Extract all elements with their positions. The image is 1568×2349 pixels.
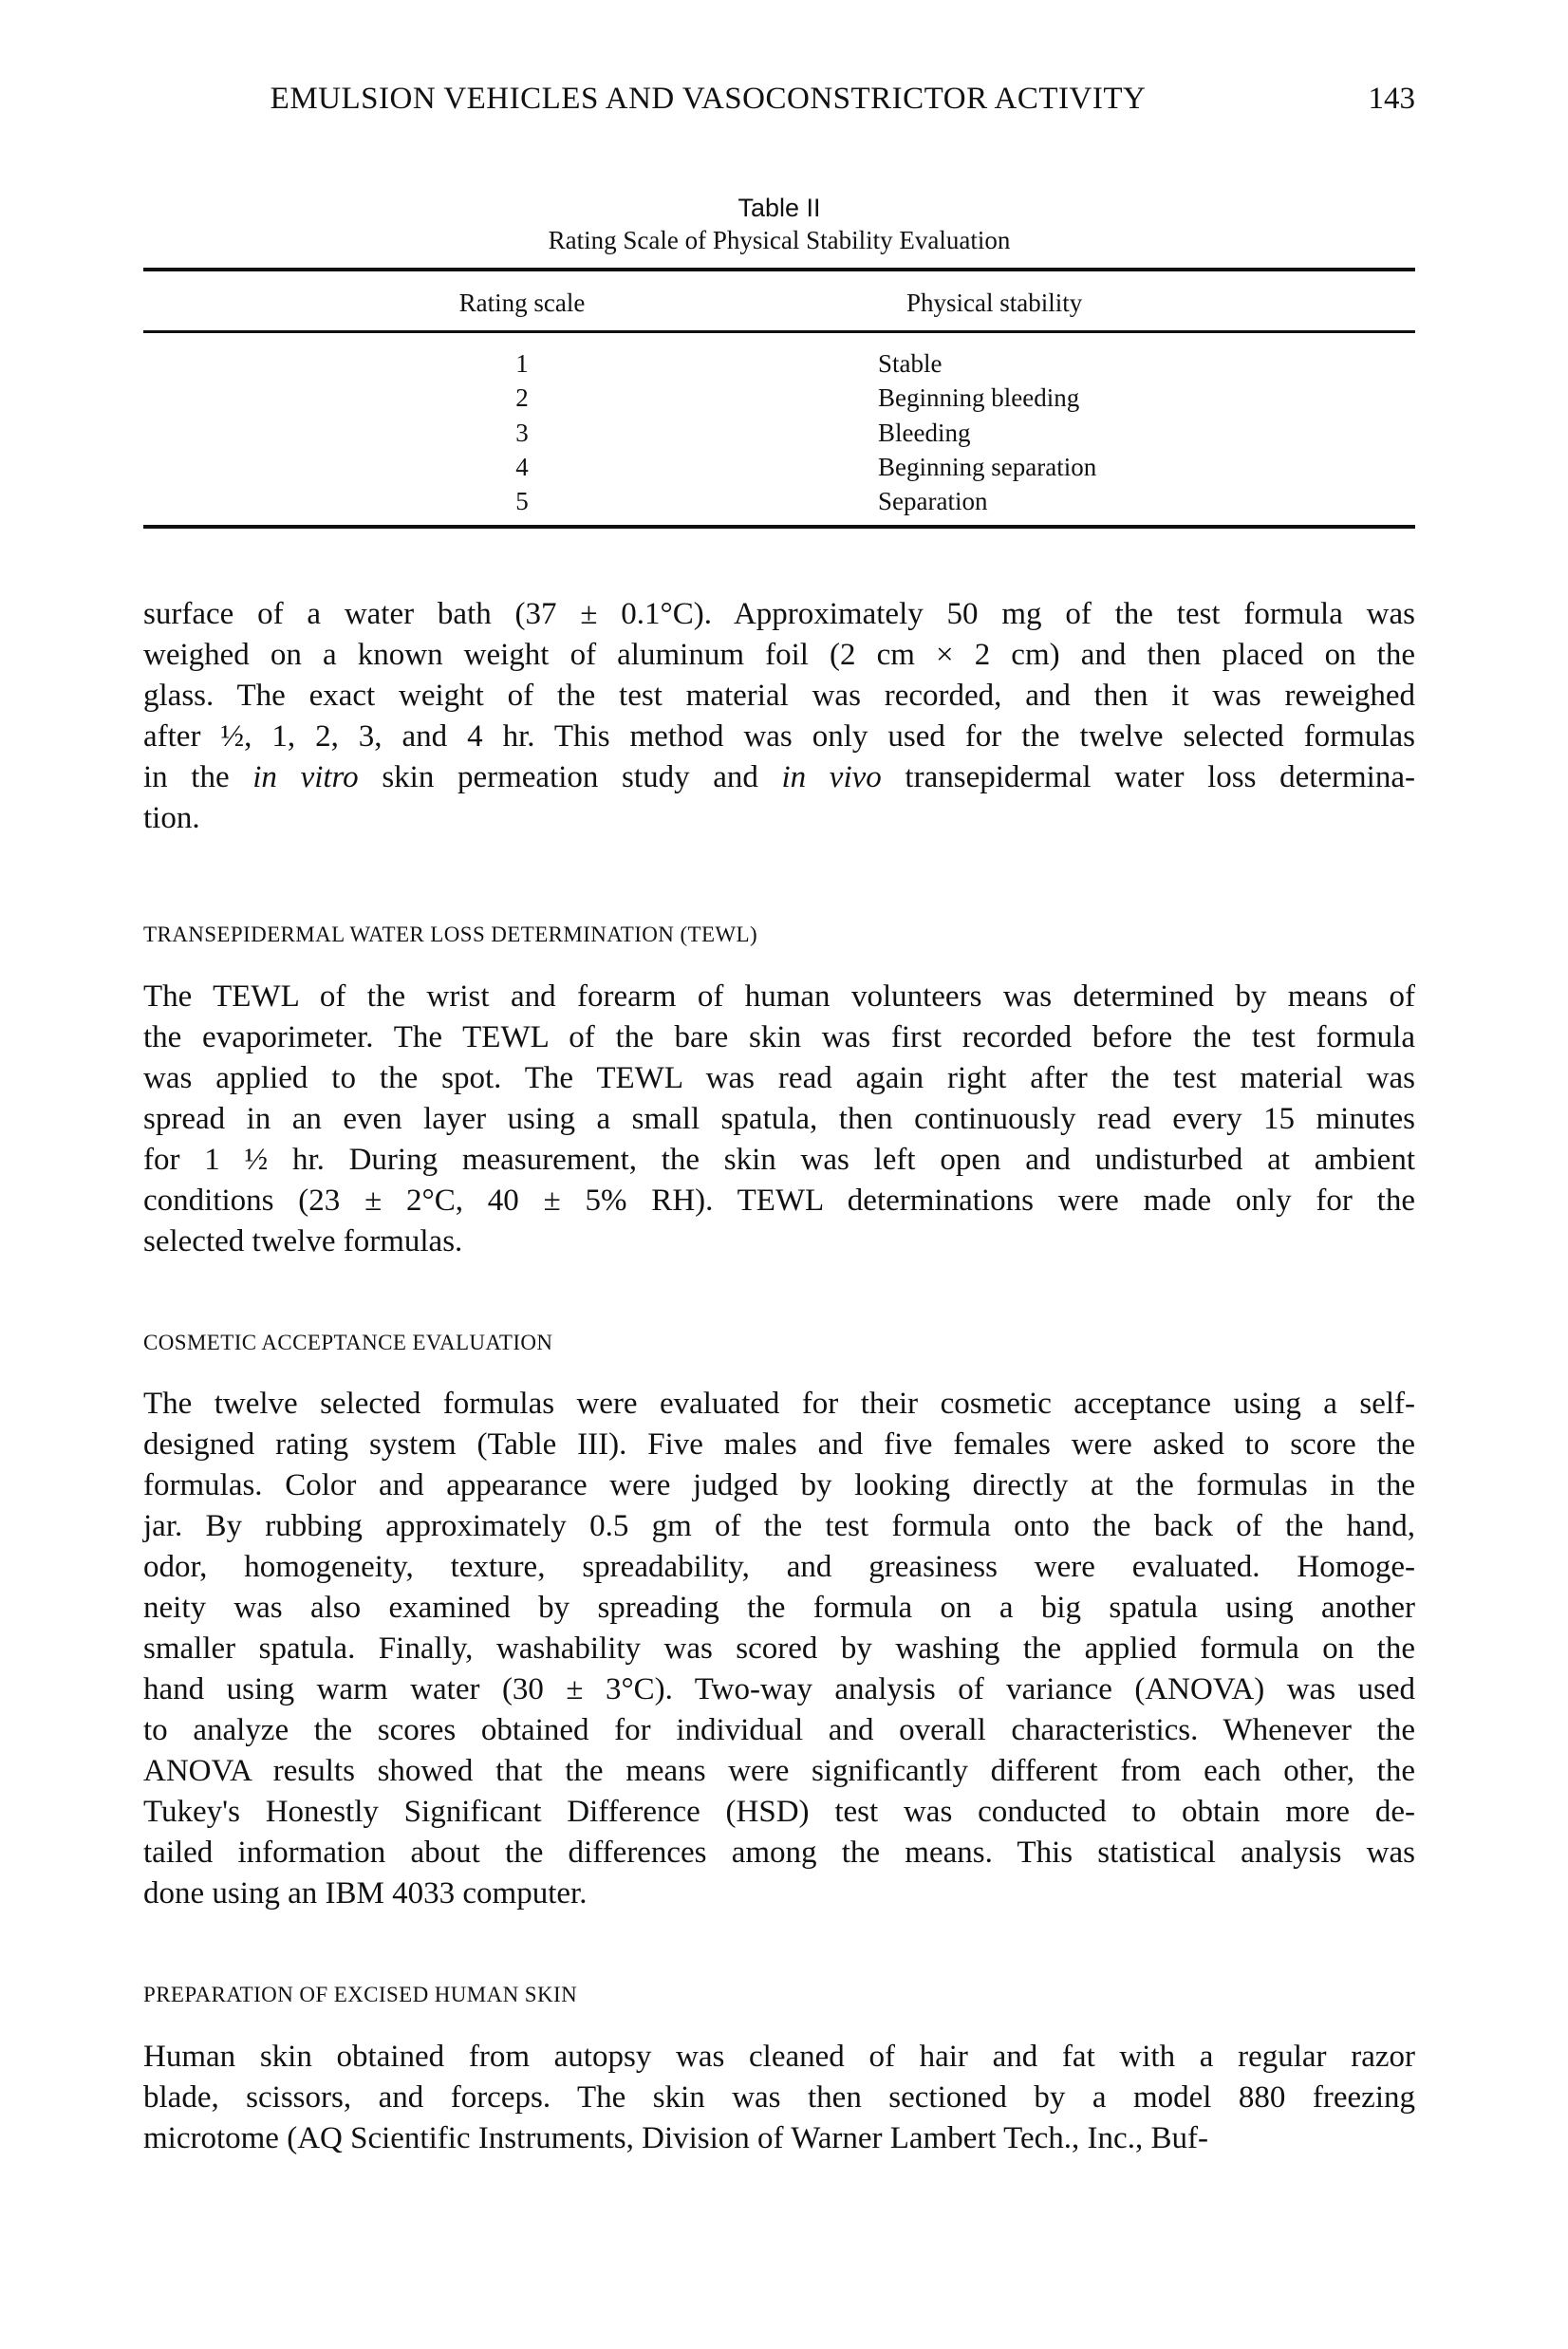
paragraph <box>143 977 1415 1262</box>
text-line <box>143 676 1415 717</box>
text-line <box>143 1710 1415 1751</box>
italic-text: in vivo <box>781 760 882 794</box>
section-heading: TRANSEPIDERMAL WATER LOSS DETERMINATION (TEWL) <box>143 923 758 946</box>
text-segment: jar. By rubbing approximately 0.5 gm of the test formula onto the back of the hand, <box>143 1509 1415 1543</box>
text-segment: for 1 ½ hr. During measurement, the skin was left open and undisturbed at ambient <box>143 1143 1415 1177</box>
text-line <box>143 594 1415 635</box>
text-segment: blade, scissors, and forceps. The skin was then sectioned by a model 880 freezing <box>143 2080 1415 2115</box>
text-line <box>143 1099 1415 1140</box>
text-line <box>143 1833 1415 1874</box>
paragraph <box>143 2037 1415 2159</box>
table-top-rule <box>143 268 1415 271</box>
text-line <box>143 2078 1415 2118</box>
text-line <box>143 635 1415 676</box>
text-segment: formulas. Color and appearance were judged by looking directly at the formulas in the <box>143 1468 1415 1502</box>
table-cell-rating: 4 <box>515 453 529 481</box>
table-cell-rating: 3 <box>515 419 529 447</box>
table-title: Table II <box>737 194 821 222</box>
text-line <box>143 1058 1415 1099</box>
table-subtitle: Rating Scale of Physical Stability Evaluation <box>548 226 1011 254</box>
table-cell-rating: 1 <box>515 349 529 378</box>
text-segment: skin permeation study and <box>358 760 782 794</box>
table-header-physical-stability: Physical stability <box>906 289 1083 317</box>
table-cell-stability: Separation <box>878 487 988 515</box>
text-line <box>143 1140 1415 1181</box>
text-line <box>143 1547 1415 1588</box>
text-segment: was applied to the spot. The TEWL was read again right after the test material was <box>143 1061 1415 1095</box>
text-line <box>143 1751 1415 1792</box>
text-line <box>143 1588 1415 1629</box>
section-heading: COSMETIC ACCEPTANCE EVALUATION <box>143 1331 553 1354</box>
section-heading: PREPARATION OF EXCISED HUMAN SKIN <box>143 1983 578 2006</box>
italic-text: in vitro <box>252 760 359 794</box>
table-cell-rating: 5 <box>515 487 529 515</box>
text-line <box>143 1465 1415 1506</box>
text-segment: after ½, 1, 2, 3, and 4 hr. This method was only used for the twelve selected formulas <box>143 719 1415 754</box>
text-segment: transepidermal water loss determina- <box>881 760 1415 794</box>
text-segment: in the <box>143 760 253 794</box>
text-segment: tailed information about the differences among the means. This statistical analysis was <box>143 1836 1415 1870</box>
text-line <box>143 977 1415 1017</box>
table-cell-stability: Bleeding <box>878 419 971 447</box>
text-segment: microtome (AQ Scientific Instruments, Division of Warner Lambert Tech., Inc., Buf- <box>143 2121 1208 2155</box>
text-segment: surface of a water bath (37 ± 0.1°C). Approximately 50 mg of the test formula was <box>143 597 1415 631</box>
text-line <box>143 1792 1415 1833</box>
text-segment: selected twelve formulas. <box>143 1224 463 1258</box>
text-segment: hand using warm water (30 ± 3°C). Two-way analysis of variance (ANOVA) was used <box>143 1672 1415 1706</box>
text-segment: tion. <box>143 801 200 835</box>
text-segment: glass. The exact weight of the test material was recorded, and then it was reweighed <box>143 679 1415 713</box>
text-line <box>143 1506 1415 1547</box>
table-cell-stability: Stable <box>878 349 943 378</box>
text-segment: weighed on a known weight of aluminum foil (2 cm × 2 cm) and then placed on the <box>143 638 1415 672</box>
text-segment: Tukey's Honestly Significant Difference (HSD) test was conducted to obtain more de- <box>143 1795 1415 1829</box>
text-line <box>143 798 1415 839</box>
text-segment: designed rating system (Table III). Five males and five females were asked to score the <box>143 1427 1415 1462</box>
text-line <box>143 757 1415 798</box>
text-line <box>143 1629 1415 1669</box>
text-segment: neity was also examined by spreading the formula on a big spatula using another <box>143 1591 1415 1625</box>
text-line <box>143 1221 1415 1262</box>
text-line <box>143 1181 1415 1221</box>
page-number: 143 <box>1368 82 1415 116</box>
running-title: EMULSION VEHICLES AND VASOCONSTRICTOR ACTIVITY <box>270 82 1147 116</box>
text-line <box>143 1874 1415 1914</box>
text-line <box>143 1669 1415 1710</box>
text-segment: done using an IBM 4033 computer. <box>143 1876 588 1911</box>
paragraph <box>143 594 1415 839</box>
table-header-rating-scale: Rating scale <box>458 289 586 317</box>
text-line <box>143 1017 1415 1058</box>
table-header-rule <box>143 330 1415 333</box>
text-segment: odor, homogeneity, texture, spreadability, and greasiness were evaluated. Homoge- <box>143 1550 1415 1584</box>
text-segment: spread in an even layer using a small spatula, then continuously read every 15 minutes <box>143 1102 1415 1136</box>
text-segment: The TEWL of the wrist and forearm of human volunteers was determined by means of <box>143 979 1415 1014</box>
text-segment: The twelve selected formulas were evaluated for their cosmetic acceptance using a self- <box>143 1387 1415 1421</box>
text-segment: to analyze the scores obtained for individual and overall characteristics. Whenever the <box>143 1713 1415 1747</box>
table-cell-rating: 2 <box>515 383 529 412</box>
table-cell-stability: Beginning bleeding <box>878 383 1080 412</box>
text-line <box>143 1384 1415 1425</box>
table-cell-stability: Beginning separation <box>878 453 1097 481</box>
text-segment: Human skin obtained from autopsy was cleaned of hair and fat with a regular razor <box>143 2040 1415 2074</box>
paragraph <box>143 1384 1415 1914</box>
text-segment: the evaporimeter. The TEWL of the bare skin was first recorded before the test formula <box>143 1020 1415 1054</box>
text-segment: ANOVA results showed that the means were significantly different from each other, the <box>143 1754 1415 1788</box>
text-line <box>143 1425 1415 1465</box>
text-line <box>143 717 1415 757</box>
text-line <box>143 2118 1415 2159</box>
table-bottom-rule <box>143 525 1415 529</box>
text-segment: smaller spatula. Finally, washability was scored by washing the applied formula on the <box>143 1631 1415 1666</box>
text-line <box>143 2037 1415 2078</box>
text-segment: conditions (23 ± 2°C, 40 ± 5% RH). TEWL determinations were made only for the <box>143 1184 1415 1218</box>
